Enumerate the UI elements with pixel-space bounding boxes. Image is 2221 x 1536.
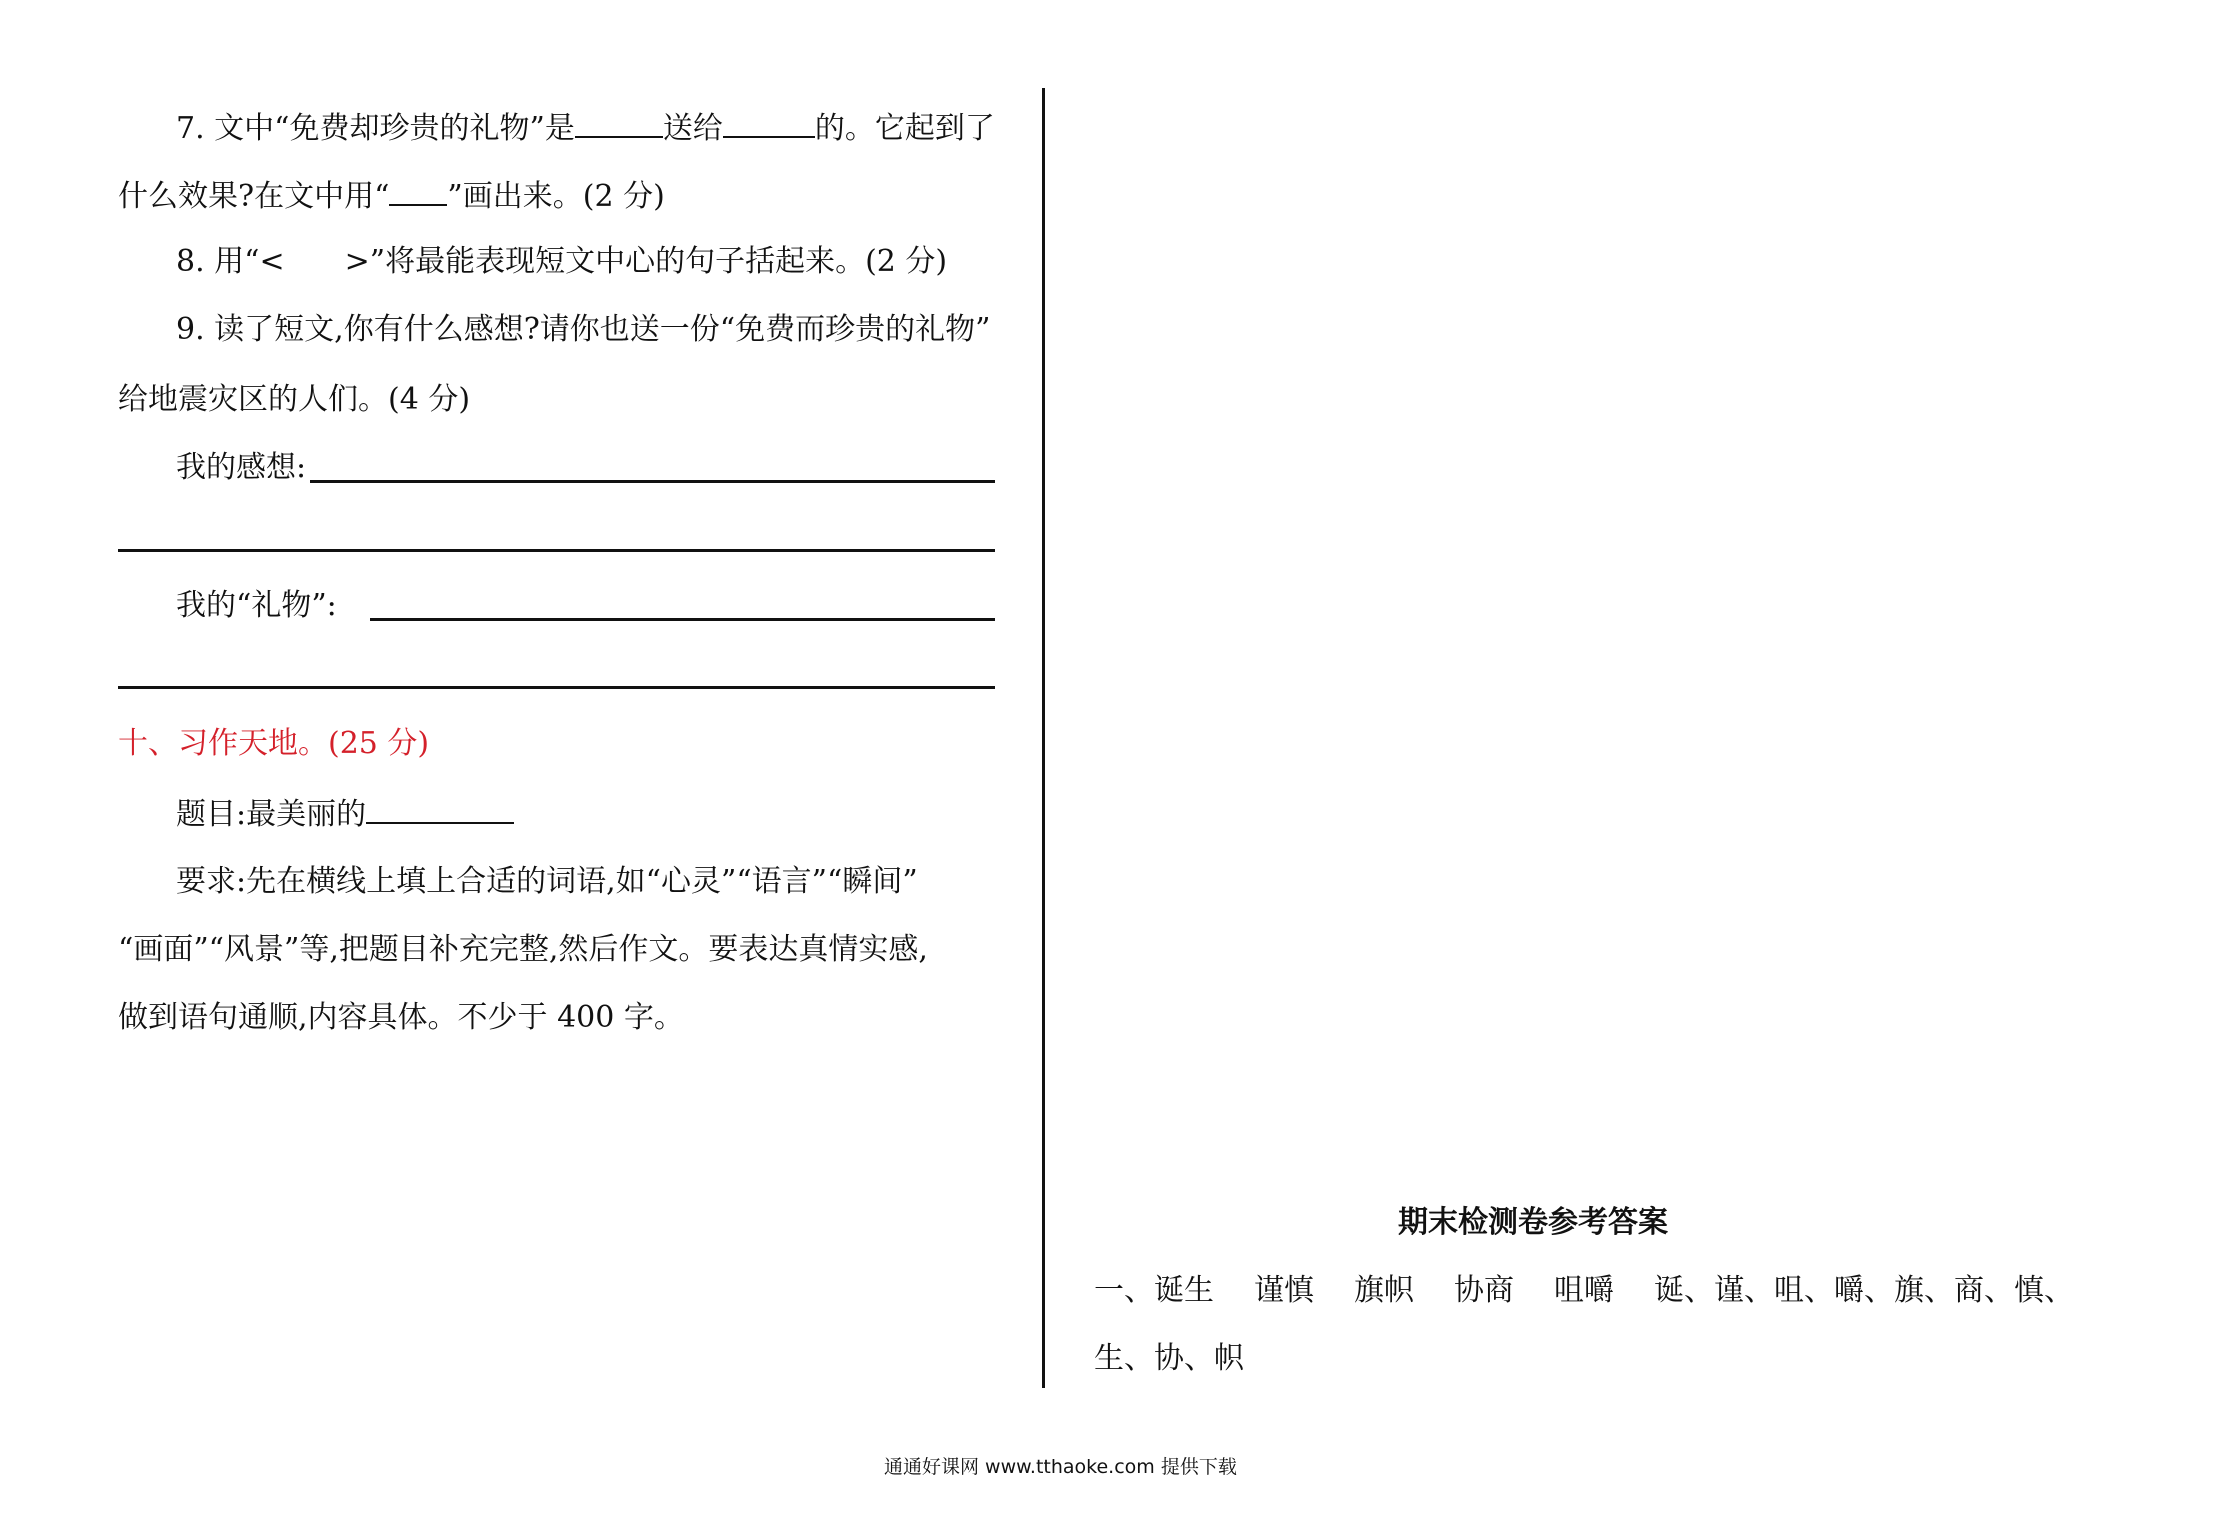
answer-word: 咀嚼 xyxy=(1554,1273,1614,1308)
q7-underline-sample xyxy=(389,174,447,206)
requirement-line-1: 要求:先在横线上填上合适的词语,如“心灵”“语言”“瞬间” xyxy=(176,864,918,899)
topic-blank[interactable] xyxy=(366,792,514,824)
q7-text-d: 什么效果?在文中用“ xyxy=(118,179,390,214)
column-divider xyxy=(1042,88,1045,1388)
answer-word: 谨慎 xyxy=(1254,1273,1314,1308)
answer-1-chars: 诞、谨、咀、嚼、旗、商、慎、 xyxy=(1654,1273,2074,1308)
q9-line-2: 给地震灾区的人们。(4 分) xyxy=(118,382,471,417)
topic-label: 题目:最美丽的 xyxy=(176,797,367,832)
footer-credit: 通通好课网 www.tthaoke.com 提供下载 xyxy=(884,1456,1237,1478)
gift-answer-line-2[interactable] xyxy=(118,686,995,689)
answer-word: 旗帜 xyxy=(1354,1273,1414,1308)
q7-text-b: 送给 xyxy=(662,111,723,146)
q7-blank-receiver[interactable] xyxy=(723,106,815,138)
answer-1-line-1 xyxy=(1094,1271,2074,1311)
requirement-line-2: “画面”“风景”等,把题目补充完整,然后作文。要表达真情实感, xyxy=(118,932,928,967)
q7-text-e: ”画出来。(2 分) xyxy=(447,179,665,214)
q8: 8. 用“< >”将最能表现短文中心的句子括起来。(2 分) xyxy=(176,244,948,279)
q7-line-2 xyxy=(118,174,665,217)
answer-1-prefix: 一、诞生 xyxy=(1094,1273,1214,1308)
gift-answer-line-1[interactable] xyxy=(370,618,995,621)
topic-line xyxy=(176,792,514,835)
q9-line-1: 9. 读了短文,你有什么感想?请你也送一份“免费而珍贵的礼物” xyxy=(176,312,991,347)
feeling-label: 我的感想: xyxy=(176,450,307,485)
section-10-heading: 十、习作天地。(25 分) xyxy=(118,726,430,761)
q7-line-1 xyxy=(176,106,995,149)
feeling-answer-line-2[interactable] xyxy=(118,549,995,552)
gift-label: 我的“礼物”: xyxy=(176,588,337,623)
requirement-line-3: 做到语句通顺,内容具体。不少于 400 字。 xyxy=(118,1000,684,1035)
q7-blank-giver[interactable] xyxy=(575,106,663,138)
q7-text-a: 7. 文中“免费却珍贵的礼物”是 xyxy=(176,111,575,146)
answer-1-line-2: 生、协、帜 xyxy=(1094,1341,1244,1376)
answers-title: 期末检测卷参考答案 xyxy=(1398,1205,1668,1240)
answer-word: 协商 xyxy=(1454,1273,1514,1308)
feeling-answer-line-1[interactable] xyxy=(310,480,995,483)
q7-text-c: 的。它起到了 xyxy=(814,111,995,146)
